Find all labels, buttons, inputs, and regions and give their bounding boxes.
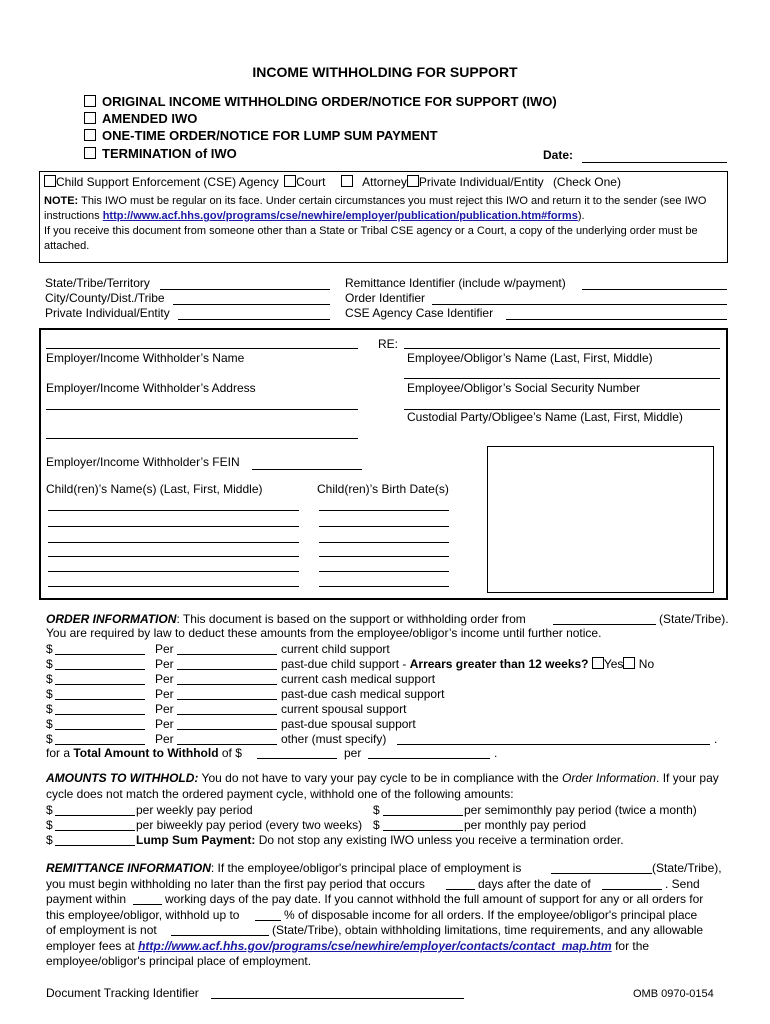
order-state-field[interactable] xyxy=(553,624,656,625)
per-label: Per xyxy=(155,732,174,746)
child-dob-field[interactable] xyxy=(319,556,449,557)
per-label: Per xyxy=(155,687,174,701)
dollar-sign: $ xyxy=(46,657,53,671)
date-of-field[interactable] xyxy=(602,889,662,890)
total-per-label: per xyxy=(344,746,362,760)
period-field[interactable] xyxy=(177,684,277,685)
send-label: . Send xyxy=(665,877,700,891)
period-mark: . xyxy=(714,732,718,746)
item-past-due-child-support: past-due child support - Arrears greater than 12 weeks? Yes No xyxy=(281,657,655,671)
remittance-line-1: REMITTANCE INFORMATION: If the employee/obligor's principal place of employment is xyxy=(46,861,522,875)
order-type-amended[interactable]: AMENDED IWO xyxy=(84,111,197,127)
checkbox-arrears-no[interactable] xyxy=(623,657,635,669)
remittance-line-4: % of disposable income for all orders. If the employee/obligor's principal place xyxy=(284,908,698,922)
employer-name-field[interactable] xyxy=(46,348,358,349)
remittance-state-field[interactable] xyxy=(551,873,652,874)
period-mark: . xyxy=(494,746,498,760)
dollar-sign: $ xyxy=(373,803,380,817)
iwo-instructions-link[interactable]: http://www.acf.hhs.gov/programs/cse/newhire/employer/publication/publication.htm#forms xyxy=(102,210,578,222)
custodial-name-label: Custodial Party/Obligee’s Name (Last, First, Middle) xyxy=(407,410,683,424)
amount-field[interactable] xyxy=(55,714,145,715)
child-dob-field[interactable] xyxy=(319,526,449,527)
remittance-line-6: employer fees at http://www.acf.hhs.gov/programs/cse/newhire/employer/contacts/contact_map.htm for the xyxy=(46,939,650,953)
monthly-label: per monthly pay period xyxy=(464,818,587,832)
biweekly-label: per biweekly pay period (every two weeks) xyxy=(136,818,363,832)
private-entity-label: Private Individual/Entity xyxy=(45,306,170,320)
sender-options: Child Support Enforcement (CSE) Agency Court Attorney Private Individual/Entity (Check One) xyxy=(44,175,621,190)
weekly-label: per weekly pay period xyxy=(136,803,253,817)
form-title: INCOME WITHHOLDING FOR SUPPORT xyxy=(252,64,518,80)
per-label: Per xyxy=(155,672,174,686)
child-dob-field[interactable] xyxy=(319,510,449,511)
remittance-id-label: Remittance Identifier (include w/payment) xyxy=(345,276,566,290)
employee-name-field[interactable] xyxy=(404,348,720,349)
child-dob-field[interactable] xyxy=(319,542,449,543)
child-name-field[interactable] xyxy=(48,586,299,587)
period-field[interactable] xyxy=(177,699,277,700)
dollar-sign: $ xyxy=(46,717,53,731)
item-current-spousal: current spousal support xyxy=(281,702,407,716)
amount-field[interactable] xyxy=(55,729,145,730)
remittance-line-7: employee/obligor's principal place of employment. xyxy=(46,954,312,968)
period-field[interactable] xyxy=(177,654,277,655)
biweekly-amount-field[interactable] xyxy=(55,830,135,831)
item-past-due-spousal: past-due spousal support xyxy=(281,717,416,731)
total-period-field[interactable] xyxy=(368,758,490,759)
child-name-field[interactable] xyxy=(48,542,299,543)
weekly-amount-field[interactable] xyxy=(55,815,135,816)
employer-name-label: Employer/Income Withholder’s Name xyxy=(46,351,245,365)
item-current-child-support: current child support xyxy=(281,642,390,656)
employee-ssn-field[interactable] xyxy=(404,378,720,379)
employment-not-label: of employment is not xyxy=(46,923,157,937)
dollar-sign: $ xyxy=(46,818,53,832)
order-type-original[interactable]: ORIGINAL INCOME WITHHOLDING ORDER/NOTICE FOR SUPPORT (IWO) xyxy=(84,94,557,110)
employment-state-field[interactable] xyxy=(171,935,269,936)
checkbox-amended[interactable] xyxy=(84,112,96,124)
child-dob-field[interactable] xyxy=(319,571,449,572)
dollar-sign: $ xyxy=(46,642,53,656)
checkbox-lump-sum[interactable] xyxy=(84,129,96,141)
stamp-box xyxy=(487,446,714,593)
checkbox-private[interactable] xyxy=(407,175,419,187)
per-label: Per xyxy=(155,702,174,716)
lump-sum-amount-field[interactable] xyxy=(55,845,135,846)
order-info-line-1: ORDER INFORMATION: This document is based on the support or withholding order from xyxy=(46,612,526,626)
period-field[interactable] xyxy=(177,729,277,730)
children-names-label: Child(ren)’s Name(s) (Last, First, Middle) xyxy=(46,482,263,496)
amount-field[interactable] xyxy=(55,744,145,745)
note-text: NOTE: This IWO must be regular on its face. Under certain circumstances you must reject this IWO and return it to the sender (see IWO instructions http://www.acf.hhs.gov/programs/cse/newhire/employer/publication/publication.htm#forms). If you receive this document from someone other than a State or Tribal CSE agency or a Court, a copy of the underlying order must be attached. xyxy=(44,195,707,252)
employer-address-line-2[interactable] xyxy=(46,438,358,439)
order-type-termination[interactable]: TERMINATION of IWO xyxy=(84,146,237,162)
amount-field[interactable] xyxy=(55,654,145,655)
checkbox-court[interactable] xyxy=(284,175,296,187)
state-tribe-field[interactable] xyxy=(160,289,330,290)
period-field[interactable] xyxy=(177,714,277,715)
semimonthly-amount-field[interactable] xyxy=(383,815,463,816)
item-current-cash-medical: current cash medical support xyxy=(281,672,436,686)
dollar-sign: $ xyxy=(46,732,53,746)
order-info-line-2: You are required by law to deduct these amounts from the employee/obligor’s income until further notice. xyxy=(46,626,602,640)
item-past-due-cash-medical: past-due cash medical support xyxy=(281,687,445,701)
date-label: Date: xyxy=(543,148,574,162)
amount-field[interactable] xyxy=(55,669,145,670)
amount-field[interactable] xyxy=(55,684,145,685)
period-field[interactable] xyxy=(177,669,277,670)
omb-number: OMB 0970-0154 xyxy=(633,988,714,1000)
children-dob-label: Child(ren)’s Birth Date(s) xyxy=(317,482,449,496)
state-tribe-label: State/Tribe/Territory xyxy=(45,276,150,290)
fein-label: Employer/Income Withholder’s FEIN xyxy=(46,455,240,469)
dollar-sign: $ xyxy=(46,702,53,716)
percent-field[interactable] xyxy=(255,920,281,921)
city-county-label: City/County/Dist./Tribe xyxy=(45,291,165,305)
per-label: Per xyxy=(155,642,174,656)
remittance-line-3: working days of the pay date. If you cannot withhold the full amount of support for any or all orders for xyxy=(165,892,704,906)
per-label: Per xyxy=(155,717,174,731)
period-field[interactable] xyxy=(177,744,277,745)
child-name-field[interactable] xyxy=(48,556,299,557)
checkbox-original[interactable] xyxy=(84,95,96,107)
other-specify-field[interactable] xyxy=(397,744,710,745)
child-name-field[interactable] xyxy=(48,571,299,572)
remittance-state-suffix: (State/Tribe), xyxy=(652,861,722,875)
amount-field[interactable] xyxy=(55,699,145,700)
child-name-field[interactable] xyxy=(48,526,299,527)
re-label: RE: xyxy=(378,337,399,351)
days-after-field[interactable] xyxy=(446,889,475,890)
dollar-sign: $ xyxy=(46,803,53,817)
tracking-field[interactable] xyxy=(211,998,464,999)
payment-within-label: payment within xyxy=(46,892,127,906)
order-id-label: Order Identifier xyxy=(345,291,426,305)
dollar-sign: $ xyxy=(46,687,53,701)
monthly-amount-field[interactable] xyxy=(383,830,463,831)
working-days-field[interactable] xyxy=(133,904,162,905)
semimonthly-label: per semimonthly pay period (twice a month) xyxy=(464,803,697,817)
employee-ssn-label: Employee/Obligor’s Social Security Number xyxy=(407,381,640,395)
order-id-field[interactable] xyxy=(432,304,727,305)
days-after-label: days after the date of xyxy=(478,877,591,891)
per-label: Per xyxy=(155,657,174,671)
remittance-id-field[interactable] xyxy=(582,289,727,290)
dollar-sign: $ xyxy=(46,672,53,686)
employee-name-label: Employee/Obligor’s Name (Last, First, Middle) xyxy=(407,351,653,365)
total-amount-field[interactable] xyxy=(257,758,337,759)
tracking-label: Document Tracking Identifier xyxy=(46,986,199,1000)
lump-sum-line: Lump Sum Payment: Do not stop any existing IWO unless you receive a termination order. xyxy=(136,833,624,847)
case-id-field[interactable] xyxy=(506,319,727,320)
date-field[interactable] xyxy=(582,162,727,163)
remittance-line-5: (State/Tribe), obtain withholding limitations, time requirements, and any allowable xyxy=(272,923,704,937)
order-state-suffix: (State/Tribe). xyxy=(659,612,729,626)
employer-address-line-1[interactable] xyxy=(46,409,358,410)
checkbox-cse-agency[interactable] xyxy=(44,175,56,187)
remittance-line-2: you must begin withholding no later than the first pay period that occurs xyxy=(46,877,425,891)
private-entity-field[interactable] xyxy=(178,319,330,320)
child-dob-field[interactable] xyxy=(319,586,449,587)
total-amount-line: for a Total Amount to Withhold of $ xyxy=(46,746,242,760)
checkbox-termination[interactable] xyxy=(84,147,96,159)
city-county-field[interactable] xyxy=(173,304,330,305)
dollar-sign: $ xyxy=(373,818,380,832)
checkbox-attorney[interactable] xyxy=(341,175,353,187)
child-name-field[interactable] xyxy=(48,510,299,511)
case-id-label: CSE Agency Case Identifier xyxy=(345,306,494,320)
item-other: other (must specify) xyxy=(281,732,387,746)
checkbox-arrears-yes[interactable] xyxy=(592,657,604,669)
dollar-sign: $ xyxy=(46,833,53,847)
order-type-lump-sum[interactable]: ONE-TIME ORDER/NOTICE FOR LUMP SUM PAYMENT xyxy=(84,128,438,144)
contact-map-link[interactable]: http://www.acf.hhs.gov/programs/cse/newhire/employer/contacts/contact_map.htm xyxy=(138,939,612,953)
withhold-up-to-label: this employee/obligor, withhold up to xyxy=(46,908,240,922)
amounts-intro: AMOUNTS TO WITHHOLD: You do not have to vary your pay cycle to be in compliance with the Order Information. If your pay cycle does not match the ordered payment cycle, withhold one of the following amounts: xyxy=(46,771,719,801)
fein-field[interactable] xyxy=(252,469,362,470)
employer-address-label: Employer/Income Withholder’s Address xyxy=(46,381,256,395)
